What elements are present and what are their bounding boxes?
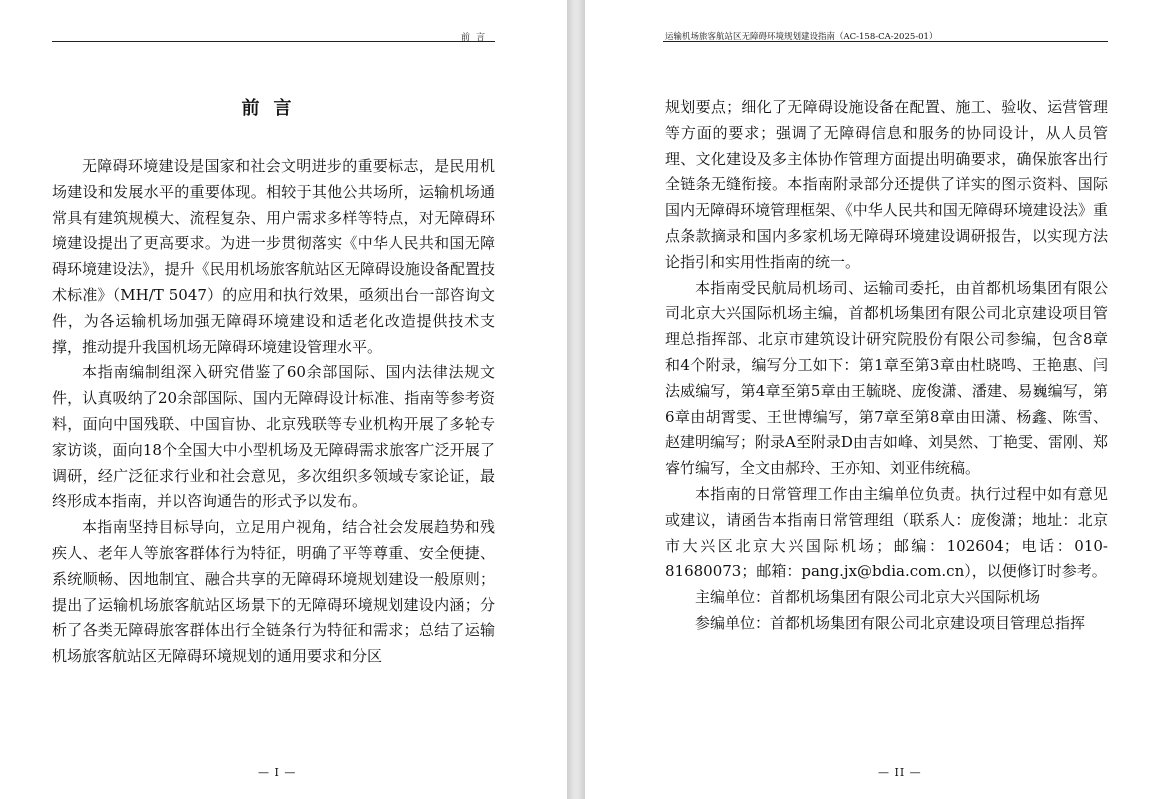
body-text: [665, 95, 1108, 637]
paragraph: 无障碍环境建设是国家和社会文明进步的重要标志，是民用机场建设和发展水平的重要体现。相较于其他公共场所，运输机场通常具有建筑规模大、流程复杂、用户需求多样等特点，对无障碍环境建设提出了更高要求。为进一步贯彻落实《中华人民共和国无障碍环境建设法》，提升《民用机场旅客航站区无障碍设施设备配置技术标准》（MH/T 5047）的应用和执行效果，亟须出台一部咨询文件，为各运输机场加强无障碍环境建设和适老化改造提供技术支撑，推动提升我国机场无障碍环境建设管理水平。: [52, 157, 495, 356]
paragraph: 本指南编制组深入研究借鉴了60余部国际、国内法律法规文件，认真吸纳了20余部国际、国内无障碍设计标准、指南等参考资料，面向中国残联、中国盲协、北京残联等专业机构开展了多轮专家访谈，面向18个全国大中小型机场及无障碍需求旅客广泛开展了调研，经广泛征求行业和社会意见，多次组织多领域专家论证，最终形成本指南，并以咨询通告的形式予以发布。: [52, 363, 495, 511]
paragraph: 本指南受民航局机场司、运输司委托，由首都机场集团有限公司北京大兴国际机场主编，首都机场集团有限公司北京建设项目管理总指挥部、北京市建筑设计研究院股份有限公司参编，包含8章和4个附录，编写分工如下：第1章至第3章由杜晓鸣、王艳惠、闫法威编写，第4章至第5章由王毓晓、庞俊潇、潘建、易巍编写，第6章由胡霄雯、王世博编写，第7章至第8章由田潇、杨鑫、陈雪、赵建明编写；附录A至附录D由吉如峰、刘昊然、丁艳雯、雷刚、郑睿竹编写，全文由郝玲、王亦知、刘亚伟统稿。: [665, 278, 1108, 478]
paragraph-continuation: 规划要点；细化了无障碍设施设备在配置、施工、验收、运营管理等方面的要求；强调了无障碍信息和服务的协同设计，从人员管理、文化建设及多主体协作管理方面提出明确要求，确保旅客出行全链条无缝衔接。本指南附录部分还提供了详实的图示资料、国际国内无障碍环境管理框架、《中华人民共和国无障碍环境建设法》重点条款摘录和国内多家机场无障碍环境建设调研报告，以实现方法论指引和实用性指南的统一。: [665, 98, 1108, 271]
header-rule: [663, 41, 1108, 42]
participating-unit: 参编单位：首都机场集团有限公司北京建设项目管理总指挥: [695, 613, 1086, 632]
running-head: 运输机场旅客航站区无障碍环境规划建设指南（AC-158-CA-2025-01）: [665, 32, 938, 42]
paragraph: 本指南坚持目标导向，立足用户视角，结合社会发展趋势和残疾人、老年人等旅客群体行为特征，明确了平等尊重、安全便捷、系统顺畅、因地制宜、融合共享的无障碍环境规划建设一般原则；提出了运输机场旅客航站区场景下的无障碍环境规划建设内涵；分析了各类无障碍旅客群体出行全链条行为特征和需求；总结了运输机场旅客航站区无障碍环境规划的通用要求和分区: [52, 518, 495, 666]
page-title: 前言: [241, 98, 306, 119]
page-left: [0, 0, 567, 799]
page-number: — II —: [878, 766, 922, 779]
paragraph: 本指南的日常管理工作由主编单位负责。执行过程中如有意见或建议，请函告本指南日常管理组（联系人：庞俊潇；地址：北京市大兴区北京大兴国际机场；邮编：102604；电话：010-81680073；邮箱：pang.jx@bdia.com.cn），以便修订时参考。: [665, 484, 1108, 581]
running-head: 前言: [460, 33, 491, 43]
body-text: [52, 154, 495, 670]
page-right: [585, 0, 1152, 799]
header-rule: [52, 41, 495, 42]
page-gutter: [567, 0, 585, 799]
chief-editor-unit: 主编单位：首都机场集团有限公司北京大兴国际机场: [695, 588, 1041, 607]
page-number: — I —: [258, 766, 297, 779]
